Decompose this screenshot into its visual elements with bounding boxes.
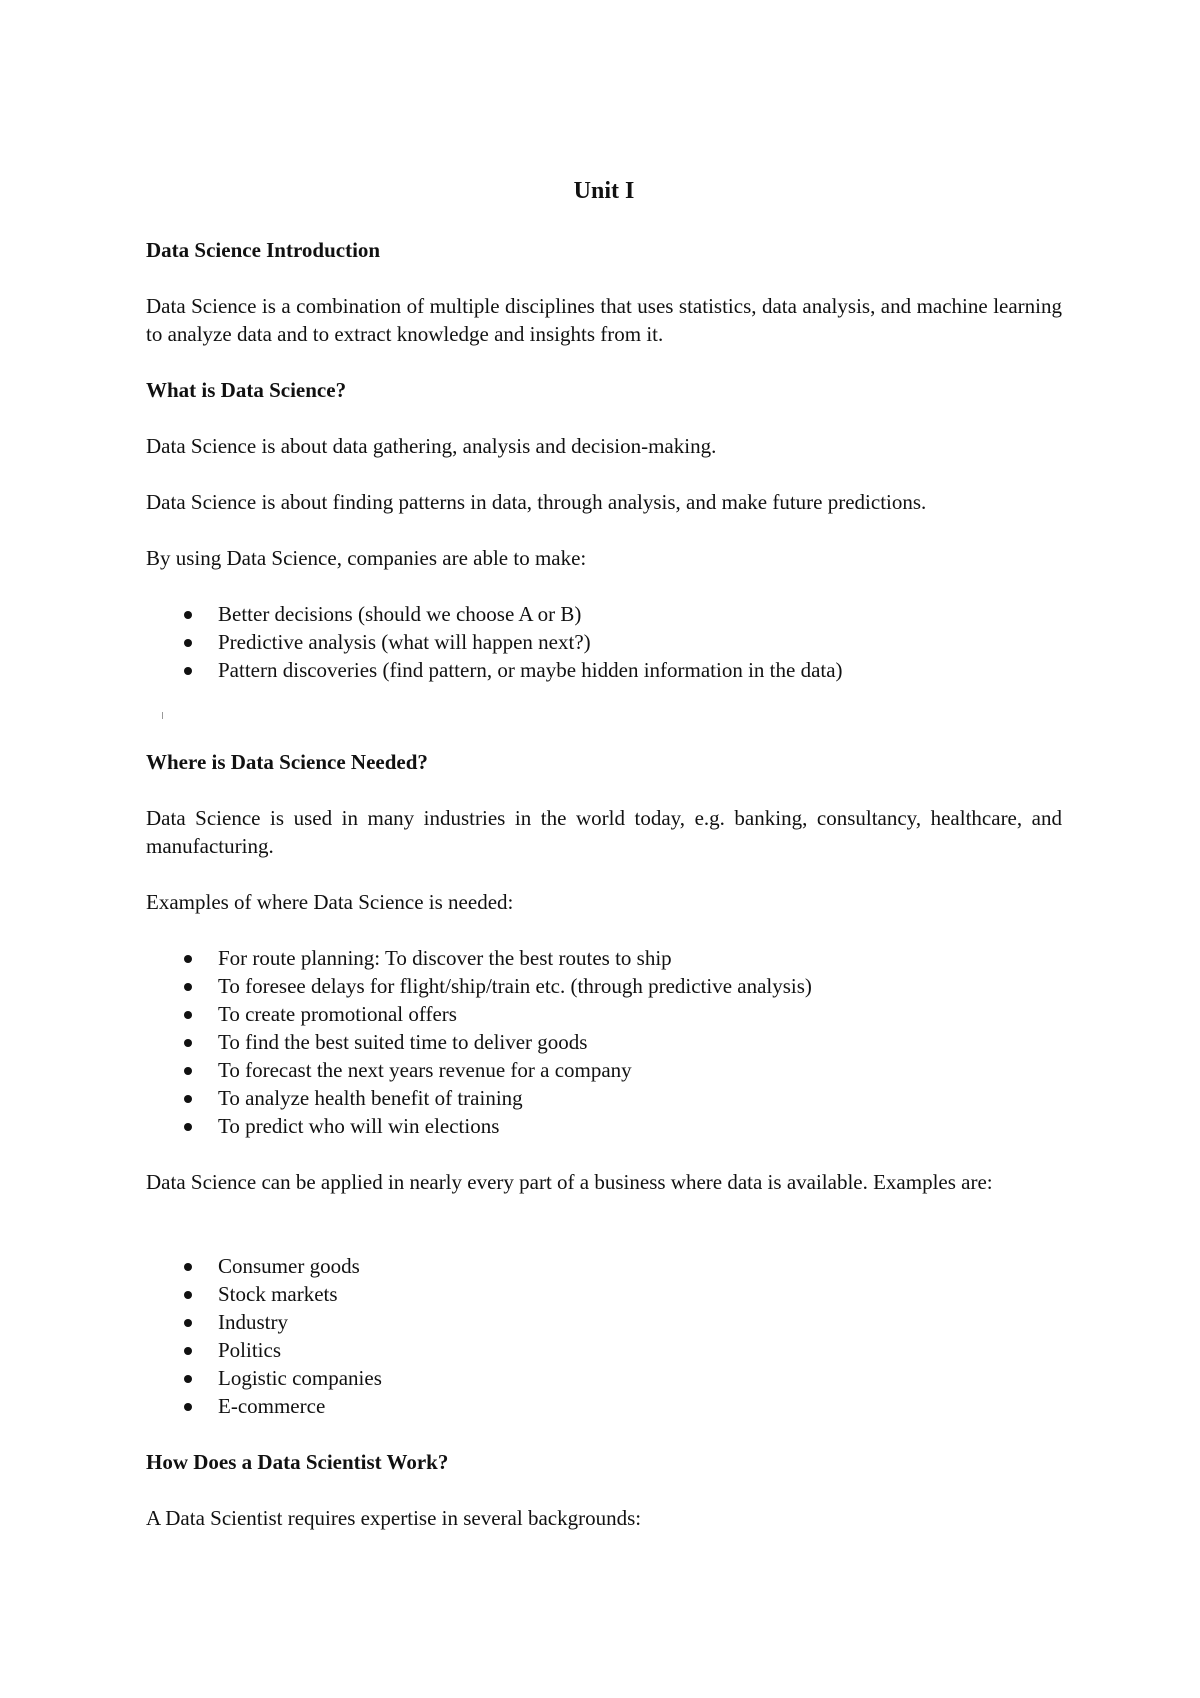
bullet-icon	[184, 1095, 192, 1103]
list-item: Predictive analysis (what will happen next?)	[146, 628, 1062, 656]
intro-paragraph: Data Science is a combination of multiple disciplines that uses statistics, data analysis, and machine learning to analyze data and to extract knowledge and insights from it.	[146, 294, 1062, 346]
list-item: Politics	[146, 1336, 1062, 1364]
list-item: Logistic companies	[146, 1364, 1062, 1392]
bullet-icon	[184, 1067, 192, 1075]
intro-heading: Data Science Introduction	[146, 238, 381, 262]
how-heading: How Does a Data Scientist Work?	[146, 1450, 449, 1474]
list-item: To find the best suited time to deliver goods	[146, 1028, 1062, 1056]
list-item: Consumer goods	[146, 1252, 1062, 1280]
applied-bullet-list	[146, 1252, 1062, 1420]
where-paragraph-2: Examples of where Data Science is needed:	[146, 890, 514, 914]
list-item: Industry	[146, 1308, 1062, 1336]
what-paragraph-1: Data Science is about data gathering, analysis and decision-making.	[146, 434, 717, 458]
list-item: For route planning: To discover the best routes to ship	[146, 944, 1062, 972]
applied-paragraph: Data Science can be applied in nearly every part of a business where data is available. Examples are:	[146, 1170, 993, 1194]
list-item: To analyze health benefit of training	[146, 1084, 1062, 1112]
bullet-icon	[184, 1011, 192, 1019]
what-heading: What is Data Science?	[146, 378, 347, 402]
where-bullet-list	[146, 944, 1062, 1140]
where-paragraph-1: Data Science is used in many industries in the world today, e.g. banking, consultancy, healthcare, and manufacturing.	[146, 806, 1062, 858]
bullet-icon	[184, 1039, 192, 1047]
bullet-icon	[184, 955, 192, 963]
bullet-icon	[184, 667, 192, 675]
bullet-icon	[184, 611, 192, 619]
bullet-icon	[184, 1347, 192, 1355]
what-bullet-list	[146, 600, 1062, 684]
bullet-icon	[184, 983, 192, 991]
what-paragraph-3: By using Data Science, companies are able to make:	[146, 546, 587, 570]
stray-mark	[162, 712, 163, 719]
bullet-icon	[184, 1263, 192, 1271]
where-heading: Where is Data Science Needed?	[146, 750, 428, 774]
bullet-icon	[184, 1319, 192, 1327]
what-paragraph-2: Data Science is about finding patterns in data, through analysis, and make future predictions.	[146, 490, 927, 514]
list-item: E-commerce	[146, 1392, 1062, 1420]
how-paragraph: A Data Scientist requires expertise in several backgrounds:	[146, 1506, 642, 1530]
page-title: Unit I	[573, 178, 635, 204]
bullet-icon	[184, 1291, 192, 1299]
list-item: Better decisions (should we choose A or B)	[146, 600, 1062, 628]
bullet-icon	[184, 1403, 192, 1411]
list-item: Pattern discoveries (find pattern, or maybe hidden information in the data)	[146, 656, 1062, 684]
list-item: To predict who will win elections	[146, 1112, 1062, 1140]
bullet-icon	[184, 1123, 192, 1131]
list-item: To foresee delays for flight/ship/train etc. (through predictive analysis)	[146, 972, 1062, 1000]
list-item: Stock markets	[146, 1280, 1062, 1308]
list-item: To create promotional offers	[146, 1000, 1062, 1028]
list-item: To forecast the next years revenue for a company	[146, 1056, 1062, 1084]
bullet-icon	[184, 1375, 192, 1383]
bullet-icon	[184, 639, 192, 647]
